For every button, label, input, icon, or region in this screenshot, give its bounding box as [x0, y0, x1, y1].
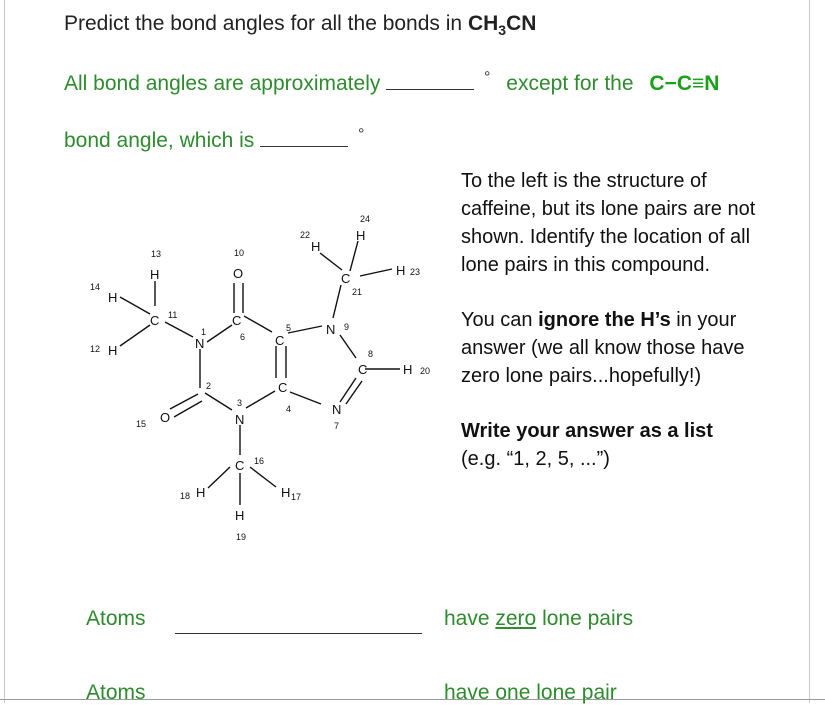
- svg-text:H: H: [311, 239, 321, 254]
- degree-symbol-2: °: [357, 126, 365, 143]
- instructions-para-2: [461, 306, 761, 390]
- answer-row-zero-text: [444, 607, 633, 631]
- degree-symbol-1: °: [484, 69, 491, 86]
- svg-text:16: 16: [254, 456, 265, 466]
- svg-text:1: 1: [201, 327, 207, 337]
- svg-text:C: C: [278, 380, 288, 395]
- formula-subscript: 3: [498, 22, 507, 39]
- svg-text:14: 14: [90, 282, 101, 292]
- svg-text:23: 23: [410, 267, 421, 277]
- row1-underlined: zero: [495, 607, 537, 630]
- answer-row-one-text: have one lone pair: [444, 681, 617, 704]
- svg-text:21: 21: [352, 287, 363, 297]
- except-text: except for the: [506, 72, 634, 95]
- svg-text:H: H: [235, 508, 245, 523]
- svg-text:C: C: [341, 271, 351, 286]
- svg-text:N: N: [235, 412, 245, 427]
- svg-text:11: 11: [168, 310, 178, 320]
- bond-formula: C−C≡N: [649, 72, 720, 95]
- answer-row-zero: [86, 607, 146, 631]
- question-prefix: Predict the bond angles for all the bonds in: [64, 12, 468, 35]
- answer-row-zero-label: Atoms: [86, 607, 146, 630]
- svg-text:O: O: [160, 410, 171, 425]
- svg-text:5: 5: [286, 323, 292, 333]
- page-border-left: [4, 0, 5, 703]
- question-title: [64, 12, 536, 38]
- instructions-para-3: [461, 417, 761, 473]
- svg-text:3: 3: [237, 398, 243, 408]
- page-border-right: [809, 0, 810, 703]
- svg-text:C: C: [150, 313, 160, 328]
- svg-text:7: 7: [334, 421, 340, 431]
- svg-text:4: 4: [286, 404, 292, 414]
- svg-text:17: 17: [291, 492, 302, 502]
- para3-example: (e.g. “1, 2, 5, ...”): [461, 448, 610, 470]
- svg-text:N: N: [326, 322, 336, 337]
- bond-angle-sentence-2: [64, 126, 364, 153]
- svg-text:C: C: [235, 458, 245, 473]
- svg-text:8: 8: [368, 349, 374, 359]
- svg-text:H: H: [281, 485, 291, 500]
- formula-part-b: CN: [506, 12, 537, 35]
- svg-text:H: H: [108, 343, 118, 358]
- answer-row-one-label: Atoms: [86, 681, 146, 704]
- row1-post: lone pairs: [536, 607, 634, 630]
- svg-text:C: C: [232, 313, 242, 328]
- para2-post: in your answer (we all know those have zero lone pairs...hopefully!): [461, 309, 745, 387]
- svg-text:10: 10: [234, 248, 245, 258]
- para3-bold: Write your answer as a list: [461, 420, 713, 442]
- atom-symbols: [108, 228, 412, 523]
- svg-text:9: 9: [344, 322, 350, 332]
- svg-text:H: H: [403, 362, 413, 377]
- svg-text:H: H: [396, 263, 406, 278]
- svg-text:13: 13: [151, 249, 162, 259]
- svg-text:H: H: [108, 290, 118, 305]
- row1-pre: have: [444, 607, 496, 630]
- para2-bold: ignore the H’s: [538, 309, 671, 331]
- para2-pre: You can: [461, 309, 539, 331]
- caffeine-structure: [80, 200, 450, 550]
- formula-part-a: CH: [467, 12, 499, 35]
- svg-text:H: H: [356, 228, 366, 243]
- svg-text:C: C: [275, 333, 285, 348]
- svg-text:24: 24: [360, 214, 371, 224]
- svg-text:19: 19: [236, 532, 247, 542]
- svg-text:C: C: [358, 362, 368, 377]
- bond-angle-text: All bond angles are approximately: [64, 72, 381, 95]
- instructions-para-1: To the left is the structure of caffeine, but its lone pairs are not shown. Identify the location of all lone pairs in this compound.: [461, 170, 756, 276]
- svg-text:N: N: [195, 336, 205, 351]
- atom-numbers: [90, 214, 430, 542]
- svg-text:O: O: [233, 266, 244, 281]
- svg-text:H: H: [196, 485, 206, 500]
- instructions-block: [461, 167, 761, 473]
- svg-text:6: 6: [240, 332, 246, 342]
- bond-angle-blank-2[interactable]: [260, 146, 348, 147]
- svg-text:20: 20: [420, 366, 431, 376]
- svg-text:2: 2: [206, 381, 212, 391]
- svg-text:12: 12: [90, 344, 101, 354]
- answer-zero-blank[interactable]: [175, 633, 422, 634]
- svg-text:18: 18: [180, 491, 191, 501]
- bond-angle-sentence: [64, 69, 719, 96]
- svg-text:N: N: [332, 402, 342, 417]
- bond-angle-blank-1[interactable]: [386, 89, 474, 90]
- svg-text:22: 22: [300, 230, 311, 240]
- svg-text:15: 15: [136, 419, 147, 429]
- bond-angle-text-2: bond angle, which is: [64, 129, 255, 152]
- svg-text:H: H: [150, 267, 160, 282]
